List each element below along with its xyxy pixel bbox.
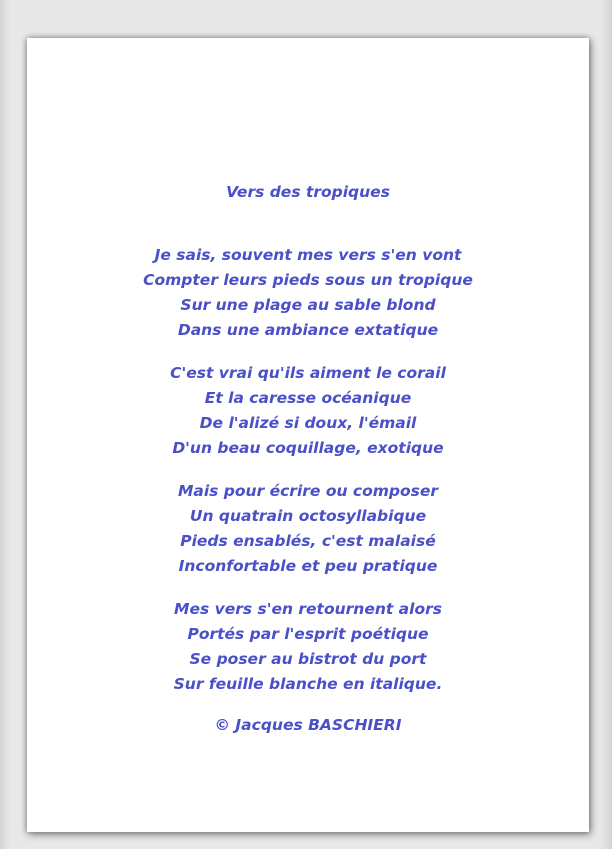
poem-line: De l'alizé si doux, l'émail (199, 414, 417, 432)
poem-line: Mes vers s'en retournent alors (174, 600, 442, 618)
poem-line: D'un beau coquillage, exotique (172, 439, 444, 457)
author-signature: © Jacques BASCHIERI (214, 716, 402, 734)
poem-line: Dans une ambiance extatique (177, 321, 439, 339)
stanza-2 (27, 361, 589, 461)
stanza-3 (27, 479, 589, 579)
document-page (27, 38, 589, 832)
poem-line: Un quatrain octosyllabique (189, 507, 427, 525)
stanza-1 (27, 243, 589, 343)
poem-line: Compter leurs pieds sous un tropique (143, 271, 473, 289)
poem-line: C'est vrai qu'ils aiment le corail (170, 364, 446, 382)
poem-line: Se poser au bistrot du port (189, 650, 427, 668)
poem-line: Et la caresse océanique (204, 389, 412, 407)
poem-line: Pieds ensablés, c'est malaisé (180, 532, 436, 550)
poem-line: Sur une plage au sable blond (180, 296, 436, 314)
poem-line: Inconfortable et peu pratique (178, 557, 438, 575)
poem-title: Vers des tropiques (226, 183, 390, 201)
poem-line: Sur feuille blanche en italique. (173, 675, 443, 693)
poem-line: Mais pour écrire ou composer (177, 482, 439, 500)
stanza-4 (27, 597, 589, 697)
poem-line: Je sais, souvent mes vers s'en vont (154, 246, 462, 264)
poem (27, 180, 589, 738)
poem-line: Portés par l'esprit poétique (187, 625, 429, 643)
